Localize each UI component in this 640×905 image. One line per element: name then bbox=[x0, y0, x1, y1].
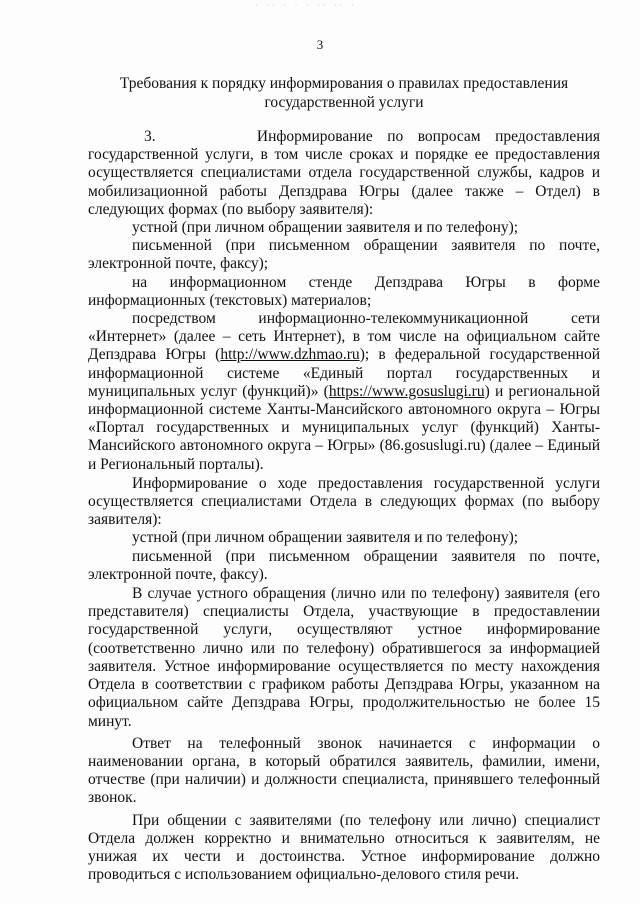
link-gosuslugi[interactable]: https://www.gosuslugi.ru bbox=[328, 382, 485, 400]
paragraph-text: посредством информационно-телекоммуникационной сети «Интернет» (далее – сеть Интернет), в том числе на официальном сайте Депздрава Югры ( bbox=[88, 310, 600, 364]
paragraph: В случае устного обращения (лично или по телефону) заявителя (его представителя) специалисты Отдела, участвующие в предоставлении государственной услуги, осуществляют устное информирование (соответственно лично или по телефону) обратившегося за информацией заявителя. Устное информирование осуществляется по месту нахождения Отдела в соответствии с графиком работы Депздрава Югры, указанном на официальном сайте Депздрава Югры, продолжительностью не более 15 минут. bbox=[88, 585, 600, 730]
paragraph-number: 3. bbox=[144, 128, 156, 145]
paragraph: Ответ на телефонный звонок начинается с информации о наименовании органа, в который обратился заявитель, фамилии, имени, отчестве (при наличии) и должности специалиста, принявшего телефонный звонок. bbox=[88, 734, 600, 807]
page-number: 3 bbox=[316, 37, 324, 52]
paragraph-text: Информирование по вопросам предоставления государственной услуги, в том числе сроках и порядке ее предоставления осуществляется специалистами отдела государственной службы, кадров и мобилизационной работы Депздрава Югры (далее также – Отдел) в следующих формах (по выбору заявителя): bbox=[88, 128, 600, 218]
paragraph: При общении с заявителями (по телефону или лично) специалист Отдела должен корректно и внимательно относиться к заявителям, не унижая их чести и достоинства. Устное информирование должно проводиться с использованием официально-делового стиля речи. bbox=[88, 811, 600, 884]
paragraph bbox=[88, 128, 600, 219]
paragraph: устной (при личном обращении заявителя и по телефону); bbox=[132, 219, 519, 237]
paragraph-text: ) и региональной информационной системе Ханты-Мансийского автономного округа – Югры «Портал государственных и муниципальных услуг (функций) Ханты-Мансийского автономного округа – Югры» (86.gosuslugi.ru) (далее – Единый и Региональный порталы). bbox=[88, 382, 600, 473]
paragraph-text: ); в федеральной государственной информационной системе «Единый портал государственных и муниципальных услуг (функций)» ( bbox=[88, 346, 600, 400]
link-dzhmao[interactable]: http://www.dzhmao.ru bbox=[220, 346, 360, 364]
paragraph: письменной (при письменном обращении заявителя по почте, электронной почте, факсу). bbox=[88, 547, 600, 583]
scan-noise: · ·· · · · ·· ·· · bbox=[255, 2, 357, 9]
paragraph: на информационном стенде Депздрава Югры в форме информационных (текстовых) материалов; bbox=[88, 273, 600, 309]
section-title-line: государственной услуги bbox=[264, 94, 424, 111]
paragraph: письменной (при письменном обращении заявителя по почте, электронной почте, факсу); bbox=[88, 237, 600, 273]
paragraph: Информирование о ходе предоставления государственной услуги осуществляется специалистами Отдела в следующих формах (по выбору заявителя): bbox=[88, 474, 600, 529]
section-title bbox=[88, 74, 600, 112]
paragraph: устной (при личном обращении заявителя и по телефону); bbox=[132, 529, 519, 547]
section-title-line: Требования к порядку информирования о правилах предоставления bbox=[119, 75, 569, 92]
document-body bbox=[88, 128, 600, 884]
paragraph bbox=[88, 310, 600, 474]
